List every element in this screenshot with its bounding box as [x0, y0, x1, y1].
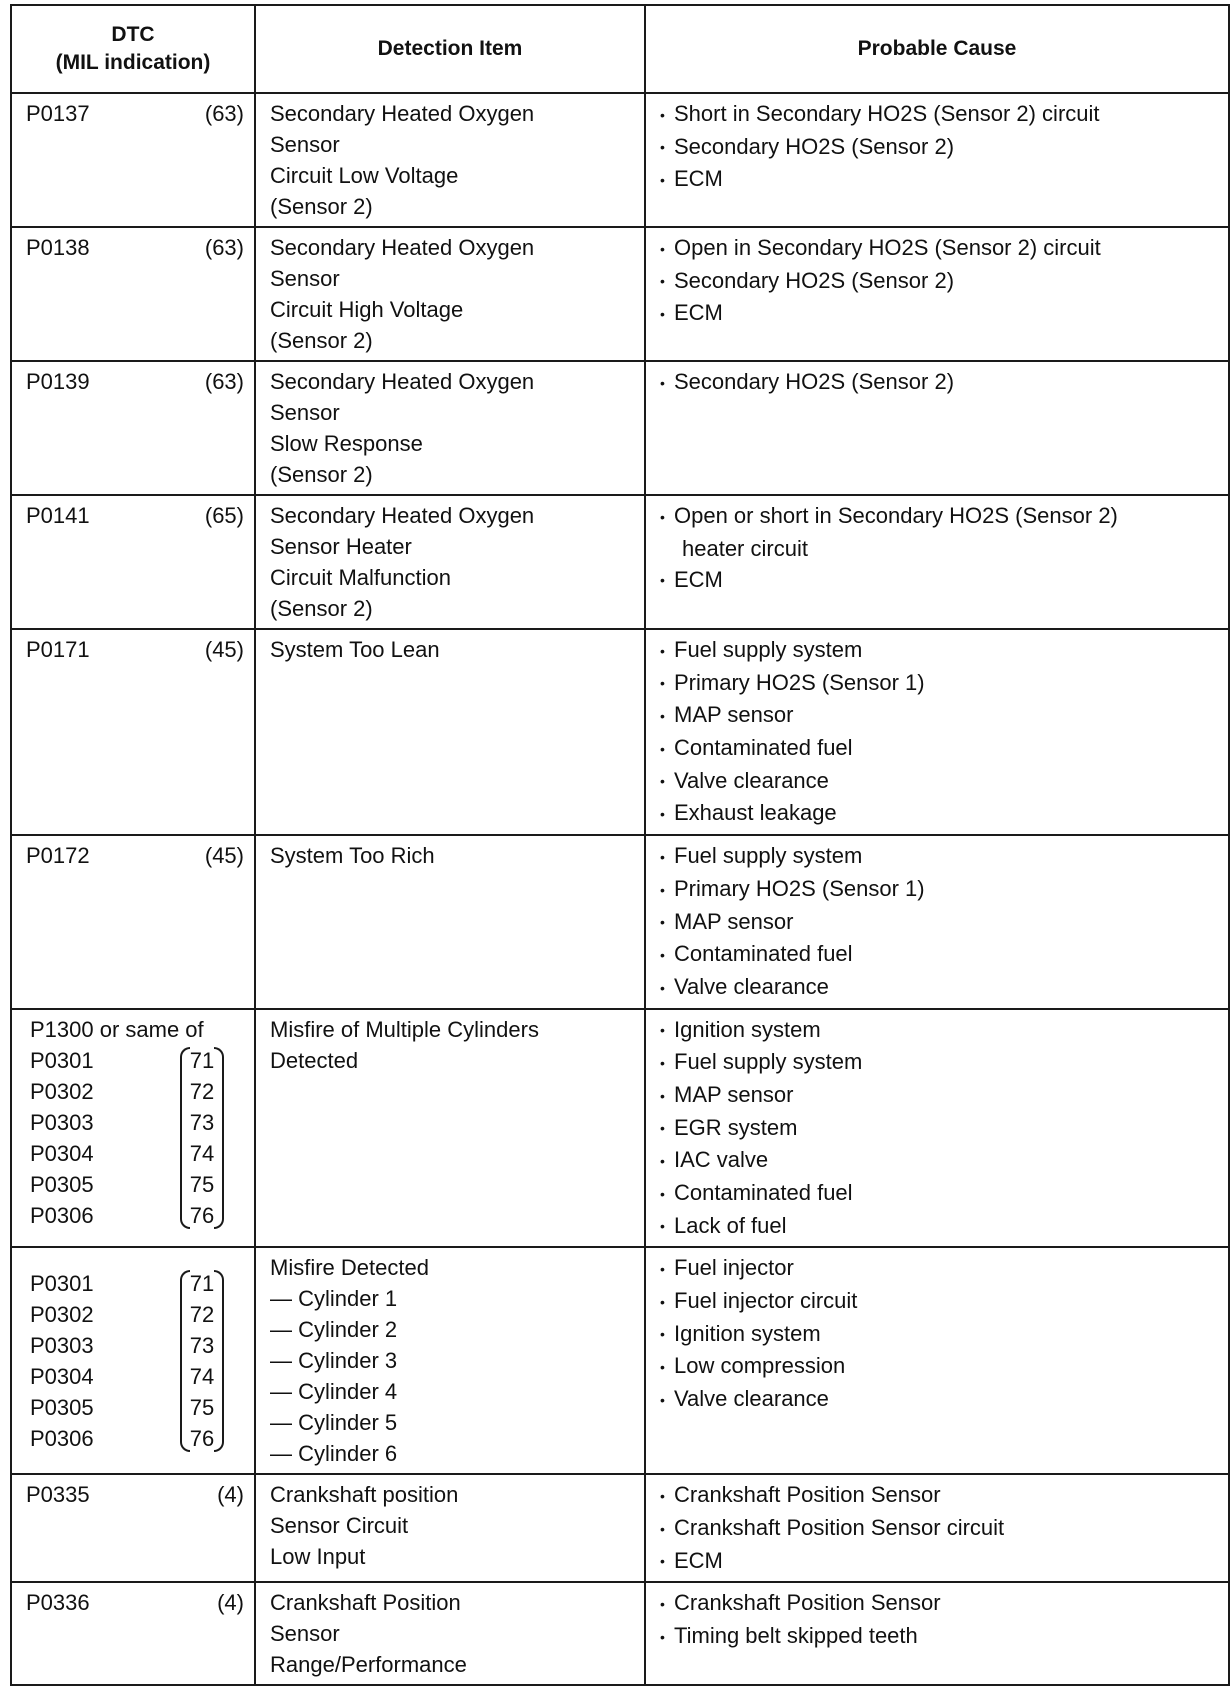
detection-item-line: — Cylinder 1	[270, 1286, 398, 1312]
probable-cause-item: • Secondary HO2S (Sensor 2)	[660, 366, 1218, 399]
dtc-code-line	[26, 1479, 244, 1510]
table-row	[11, 495, 1229, 629]
left-parenthesis	[180, 1270, 190, 1452]
detection-item-cell	[255, 629, 645, 835]
probable-cause-cell	[645, 1247, 1229, 1474]
probable-cause-item: • Contaminated fuel	[660, 1177, 1218, 1210]
dtc-code: P0171	[26, 637, 90, 662]
probable-cause-item: • Valve clearance	[660, 971, 1218, 1004]
dtc-cell	[11, 227, 255, 361]
detection-item-line: Secondary Heated Oxygen	[270, 369, 535, 394]
detection-item-line: Circuit High Voltage	[270, 297, 464, 322]
mil-indication: 73	[189, 1333, 215, 1359]
mil-indication: 74	[189, 1364, 215, 1390]
dtc-code: P0306	[30, 1202, 94, 1228]
probable-cause-item: • Crankshaft Position Sensor	[660, 1587, 1218, 1620]
detection-item-cell	[255, 1474, 645, 1582]
probable-cause-item: • Short in Secondary HO2S (Sensor 2) circuit	[660, 98, 1218, 131]
dtc-code-line	[26, 366, 244, 397]
table-row	[11, 835, 1229, 1008]
mil-indication: 72	[189, 1302, 215, 1328]
probable-cause-item: • ECM	[660, 163, 1218, 196]
dtc-cell	[11, 1009, 255, 1248]
table-header	[11, 5, 1229, 93]
mil-indication: (65)	[204, 503, 244, 528]
dtc-code: P0137	[26, 101, 90, 126]
detection-item-line: Low Input	[270, 1544, 366, 1570]
detection-item-line: — Cylinder 6	[270, 1441, 398, 1467]
probable-cause-item: • Crankshaft Position Sensor circuit	[660, 1512, 1218, 1545]
probable-cause-item: • Primary HO2S (Sensor 1)	[660, 873, 1218, 906]
detection-item-line: Circuit Low Voltage	[270, 163, 459, 188]
probable-cause-cell	[645, 1474, 1229, 1582]
right-parenthesis	[214, 1270, 224, 1452]
table-row	[11, 1582, 1229, 1685]
dtc-code: P0336	[26, 1590, 90, 1616]
detection-item-cell	[255, 1247, 645, 1474]
dtc-cell	[11, 93, 255, 227]
mil-indication: 72	[189, 1078, 215, 1104]
dtc-code-line	[26, 1587, 244, 1618]
probable-cause-item: • Lack of fuel	[660, 1210, 1218, 1243]
dtc-group-heading: P1300 or same of	[30, 1016, 204, 1042]
table-row	[11, 93, 1229, 227]
detection-item-line: Sensor	[270, 1621, 340, 1647]
mil-indication: (4)	[217, 1482, 244, 1508]
dtc-code-list	[30, 1045, 180, 1231]
probable-cause-item: • ECM	[660, 297, 1218, 330]
dtc-code: P0304	[30, 1364, 94, 1390]
dtc-code: P0139	[26, 369, 90, 394]
detection-item-line: System Too Rich	[270, 843, 435, 869]
probable-cause-cell	[645, 1009, 1229, 1248]
probable-cause-item: • Crankshaft Position Sensor	[660, 1479, 1218, 1512]
dtc-cell	[11, 1582, 255, 1685]
mil-indication: 75	[189, 1171, 215, 1197]
detection-item-cell	[255, 835, 645, 1008]
probable-cause-cell	[645, 835, 1229, 1008]
mil-indication: (63)	[204, 101, 244, 126]
dtc-code: P0301	[30, 1047, 94, 1073]
probable-cause-item: • Low compression	[660, 1350, 1218, 1383]
dtc-code-line	[26, 232, 244, 263]
detection-item-line: Sensor Circuit	[270, 1513, 409, 1539]
dtc-code: P0172	[26, 843, 90, 869]
mil-indication: 73	[189, 1109, 215, 1135]
mil-indication: 76	[189, 1426, 215, 1452]
header-dtc	[11, 5, 255, 93]
probable-cause-item: • Valve clearance	[660, 765, 1218, 798]
dtc-code-group	[30, 1268, 224, 1454]
dtc-code-list	[30, 1268, 180, 1454]
detection-item-line: Secondary Heated Oxygen	[270, 101, 535, 126]
probable-cause-item: • MAP sensor	[660, 906, 1218, 939]
detection-item-line: (Sensor 2)	[270, 194, 373, 219]
table-body	[11, 93, 1229, 1685]
detection-item-line: Misfire Detected	[270, 1255, 429, 1281]
mil-indication: (63)	[204, 235, 244, 260]
probable-cause-item: • Fuel supply system	[660, 1046, 1218, 1079]
dtc-code: P0304	[30, 1140, 94, 1166]
detection-item-line: Range/Performance	[270, 1652, 467, 1678]
probable-cause-item: • Fuel supply system	[660, 840, 1218, 873]
probable-cause-item: • Ignition system	[660, 1014, 1218, 1047]
dtc-cell	[11, 629, 255, 835]
probable-cause-item: heater circuit	[682, 535, 808, 561]
table-row	[11, 629, 1229, 835]
probable-cause-item: • Exhaust leakage	[660, 797, 1218, 830]
detection-item-line: — Cylinder 3	[270, 1348, 398, 1374]
probable-cause-cell	[645, 1582, 1229, 1685]
dtc-code-line	[26, 98, 244, 129]
detection-item-line: (Sensor 2)	[270, 328, 373, 353]
mil-indication-group	[180, 1268, 224, 1454]
dtc-cell	[11, 361, 255, 495]
detection-item-line: — Cylinder 5	[270, 1410, 398, 1436]
header-probable-cause: Probable Cause	[645, 5, 1229, 93]
dtc-code: P0335	[26, 1482, 90, 1508]
dtc-cell	[11, 835, 255, 1008]
dtc-code-line	[26, 840, 244, 871]
dtc-code: P0306	[30, 1426, 94, 1452]
table-row	[11, 1247, 1229, 1474]
probable-cause-cell	[645, 93, 1229, 227]
mil-indication: 74	[189, 1140, 215, 1166]
dtc-code: P0303	[30, 1109, 94, 1135]
probable-cause-item: • Contaminated fuel	[660, 938, 1218, 971]
left-parenthesis	[180, 1047, 190, 1229]
detection-item-line: Sensor Heater	[270, 534, 412, 559]
dtc-cell	[11, 1247, 255, 1474]
probable-cause-item: • MAP sensor	[660, 1079, 1218, 1112]
mil-indication: 71	[189, 1047, 215, 1073]
dtc-code: P0305	[30, 1171, 94, 1197]
detection-item-line: Secondary Heated Oxygen	[270, 235, 535, 260]
table-row	[11, 1009, 1229, 1248]
dtc-cell	[11, 495, 255, 629]
probable-cause-item: • Open or short in Secondary HO2S (Sensor 2)	[660, 500, 1218, 533]
detection-item-line: System Too Lean	[270, 637, 440, 662]
dtc-code-group	[30, 1045, 224, 1231]
detection-item-line: Secondary Heated Oxygen	[270, 503, 535, 528]
probable-cause-item: • Timing belt skipped teeth	[660, 1620, 1218, 1653]
probable-cause-item: • Valve clearance	[660, 1383, 1218, 1416]
detection-item-line: (Sensor 2)	[270, 462, 373, 487]
table-row	[11, 361, 1229, 495]
probable-cause-item: • Contaminated fuel	[660, 732, 1218, 765]
detection-item-cell	[255, 1009, 645, 1248]
dtc-code: P0305	[30, 1395, 94, 1421]
dtc-code-line	[26, 634, 244, 665]
detection-item-cell	[255, 495, 645, 629]
detection-item-cell	[255, 361, 645, 495]
probable-cause-item: • Fuel supply system	[660, 634, 1218, 667]
dtc-code-line	[26, 500, 244, 531]
detection-item-line: (Sensor 2)	[270, 596, 373, 621]
mil-indication: (45)	[204, 637, 244, 662]
detection-item-cell	[255, 93, 645, 227]
dtc-code: P0138	[26, 235, 90, 260]
detection-item-cell	[255, 1582, 645, 1685]
mil-indication: (4)	[217, 1590, 244, 1616]
detection-item-line: Slow Response	[270, 431, 423, 456]
table-row	[11, 1474, 1229, 1582]
dtc-table	[10, 4, 1230, 1686]
probable-cause-item: • Fuel injector	[660, 1252, 1218, 1285]
probable-cause-item: • IAC valve	[660, 1144, 1218, 1177]
mil-indication: 76	[189, 1202, 215, 1228]
mil-indication: 71	[189, 1271, 215, 1297]
detection-item-cell	[255, 227, 645, 361]
probable-cause-cell	[645, 495, 1229, 629]
probable-cause-item: • Open in Secondary HO2S (Sensor 2) circuit	[660, 232, 1218, 265]
header-dtc-line-1: DTC	[111, 23, 155, 46]
header-dtc-line-2: (MIL indication)	[55, 51, 211, 74]
probable-cause-item: • Fuel injector circuit	[660, 1285, 1218, 1318]
mil-indication: 75	[189, 1395, 215, 1421]
probable-cause-cell	[645, 227, 1229, 361]
probable-cause-item: • Secondary HO2S (Sensor 2)	[660, 131, 1218, 164]
right-parenthesis	[214, 1047, 224, 1229]
probable-cause-item: • MAP sensor	[660, 699, 1218, 732]
dtc-code: P0141	[26, 503, 90, 528]
detection-item-line: Detected	[270, 1047, 359, 1073]
probable-cause-item: • EGR system	[660, 1112, 1218, 1145]
detection-item-line: Circuit Malfunction	[270, 565, 451, 590]
detection-item-line: — Cylinder 4	[270, 1379, 398, 1405]
probable-cause-item: • Ignition system	[660, 1318, 1218, 1351]
probable-cause-item: • Primary HO2S (Sensor 1)	[660, 667, 1218, 700]
mil-indication: (45)	[204, 843, 244, 869]
detection-item-line: Sensor	[270, 266, 340, 291]
header-detection-item: Detection Item	[255, 5, 645, 93]
dtc-cell	[11, 1474, 255, 1582]
probable-cause-item: • Secondary HO2S (Sensor 2)	[660, 265, 1218, 298]
detection-item-line: Misfire of Multiple Cylinders	[270, 1016, 539, 1042]
probable-cause-item: • ECM	[660, 564, 1218, 597]
dtc-code: P0301	[30, 1271, 94, 1297]
probable-cause-item: • ECM	[660, 1545, 1218, 1578]
detection-item-line: Sensor	[270, 400, 340, 425]
table-row	[11, 227, 1229, 361]
header-row	[11, 5, 1229, 93]
dtc-code: P0302	[30, 1302, 94, 1328]
mil-indication: (63)	[204, 369, 244, 394]
probable-cause-cell	[645, 629, 1229, 835]
dtc-code: P0303	[30, 1333, 94, 1359]
detection-item-line: Crankshaft position	[270, 1482, 459, 1508]
dtc-code: P0302	[30, 1078, 94, 1104]
detection-item-line: Crankshaft Position	[270, 1590, 461, 1616]
mil-indication-group	[180, 1045, 224, 1231]
probable-cause-cell	[645, 361, 1229, 495]
detection-item-line: Sensor	[270, 132, 340, 157]
detection-item-line: — Cylinder 2	[270, 1317, 398, 1343]
